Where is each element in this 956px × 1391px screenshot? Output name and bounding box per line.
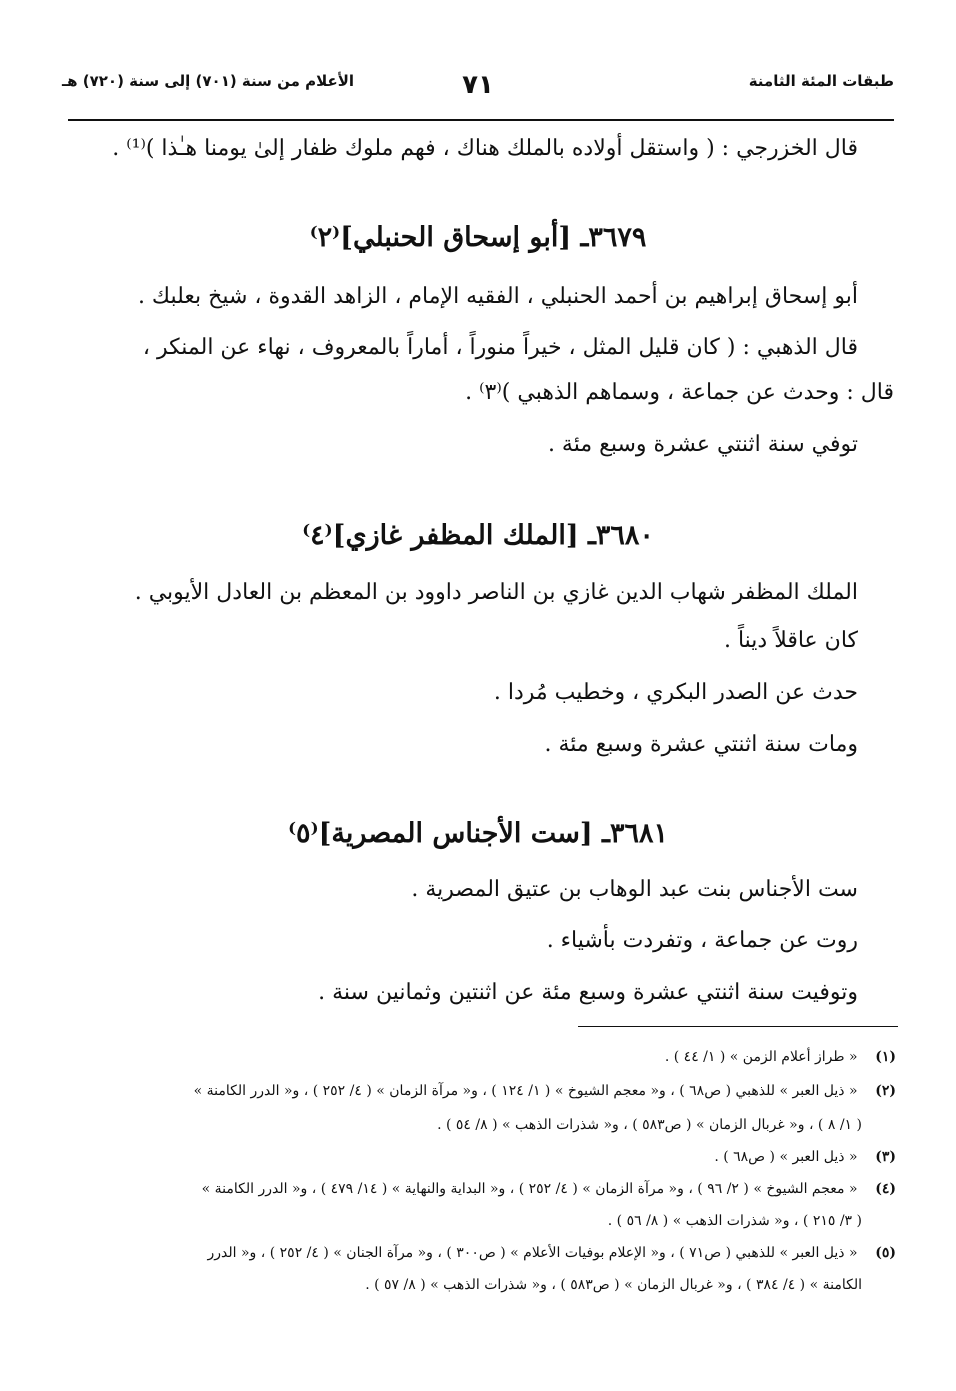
- entry-heading: ٣٦٨١ـ [ست الأجناس المصرية]⁽٥⁾: [288, 818, 668, 849]
- footnote-continuation: ( ٣/ ٢١٥ ) ، و« شذرات الذهب » ( ٨/ ٥٦ ) .: [607, 1213, 862, 1229]
- entry-line: ومات سنة اثنتي عشرة وسبع مئة .: [544, 732, 858, 757]
- footnote-number: (١): [875, 1049, 896, 1065]
- entry-line: توفي سنة اثنتي عشرة وسبع مئة .: [547, 432, 858, 457]
- footnote-text: « معجم الشيوخ » ( ٢/ ٩٦ ) ، و« مرآة الزمان » ( ٤/ ٢٥٢ ) ، و« البداية والنهاية » ( ١٤/ ٤٧٩ ) ، و« الدرر الكامنة »: [201, 1181, 858, 1197]
- entry-line: الملك المظفر شهاب الدين غازي بن الناصر داوود بن المعظم بن العادل الأيوبي .: [134, 580, 858, 605]
- footnote-number: (٥): [875, 1245, 896, 1261]
- entry-line: قال الذهبي : ( كان قليل المثل ، خيراً منوراً ، أماراً بالمعروف ، نهاء عن المنكر ،: [142, 335, 858, 360]
- footnote-text: « طراز أعلام الزمن » ( ١/ ٤٤ ) .: [664, 1049, 858, 1065]
- header-rule: [68, 119, 894, 121]
- entry-line: حدث عن الصدر البكري ، وخطيب مُردا .: [493, 680, 858, 705]
- footnote-continuation: ( ١/ ٨ ) ، و« غربال الزمان » ( ص٥٨٣ ) ، و« شذرات الذهب » ( ٨/ ٥٤ ) .: [437, 1117, 862, 1133]
- page-number: ٧١: [462, 70, 494, 100]
- footnote: [60, 1082, 896, 1100]
- entry-line: روت عن جماعة ، وتفردت بأشياء .: [546, 928, 858, 953]
- running-header-section: طبقات المئة الثامنة: [748, 72, 894, 90]
- footnote-number: (٢): [875, 1083, 896, 1099]
- footnote-continuation: الكامنة » ( ٤/ ٣٨٤ ) ، و« غربال الزمان » ( ص٥٨٣ ) ، و« شذرات الذهب » ( ٨/ ٥٧ ) .: [365, 1277, 862, 1293]
- footnote-text: « ذيل العبر » ( ص٦٨ ) .: [714, 1149, 858, 1165]
- intro-line: قال الخزرجي : ( واستقل أولاده بالملك هناك ، فهم ملوك ظفار إلىٰ يومنا هـٰذا )⁽¹⁾ .: [112, 136, 858, 161]
- entry-heading: ٣٦٧٩ـ [أبو إسحاق الحنبلي]⁽٢⁾: [309, 222, 647, 253]
- footnote-rule: [578, 1026, 898, 1027]
- footnote-text: « ذيل العبر » للذهبي ( ص٦٨ ) ، و« معجم الشيوخ » ( ١/ ١٢٤ ) ، و« مرآة الزمان » ( ٤/ ٢٥٢ ) ، و« الدرر الكامنة »: [193, 1083, 858, 1099]
- footnote: [60, 1180, 896, 1198]
- entry-line: كان عاقلاً ديناً .: [723, 628, 858, 653]
- entry-line: وتوفيت سنة اثنتي عشرة وسبع مئة عن اثنتين وثمانين سنة .: [318, 980, 858, 1005]
- footnote-number: (٤): [875, 1181, 896, 1197]
- entry-heading: ٣٦٨٠ـ [الملك المظفر غازي]⁽٤⁾: [302, 520, 654, 551]
- entry-line: أبو إسحاق إبراهيم بن أحمد الحنبلي ، الفقيه الإمام ، الزاهد القدوة ، شيخ بعلبك .: [137, 284, 858, 309]
- entry-line: ست الأجناس بنت عبد الوهاب بن عتيق المصرية .: [411, 877, 858, 902]
- footnote-number: (٣): [875, 1149, 896, 1165]
- entry-line: قال : وحدث عن جماعة ، وسماهم الذهبي )⁽٣⁾ .: [465, 380, 894, 405]
- footnote-text: « ذيل العبر » للذهبي ( ص٧١ ) ، و« الإعلام بوفيات الأعلام » ( ص٣٠٠ ) ، و« مرآة الجنان » ( ٤/ ٢٥٢ ) ، و« الدرر: [207, 1245, 858, 1261]
- running-header-range: الأعلام من سنة (٧٠١) إلى سنة (٧٢٠) هـ: [62, 72, 355, 90]
- footnote: [60, 1148, 896, 1166]
- footnote: [60, 1244, 896, 1262]
- footnote: [60, 1048, 896, 1066]
